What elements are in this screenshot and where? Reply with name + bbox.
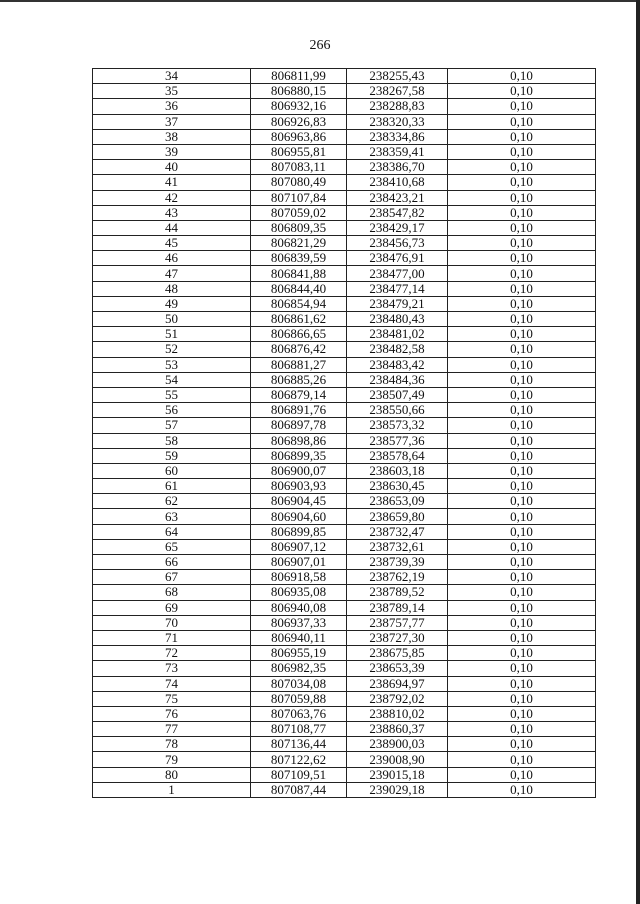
table-row [93, 175, 596, 190]
page-right-edge [636, 0, 640, 904]
value-cell: 0,10 [448, 342, 596, 357]
value-cell: 0,10 [448, 646, 596, 661]
table-row [93, 676, 596, 691]
y-coordinate-cell: 238482,58 [347, 342, 448, 357]
value-cell: 0,10 [448, 691, 596, 706]
x-coordinate-cell: 806940,11 [251, 630, 347, 645]
table-row [93, 615, 596, 630]
y-coordinate-cell: 238476,91 [347, 251, 448, 266]
point-number-cell: 62 [93, 494, 251, 509]
value-cell: 0,10 [448, 722, 596, 737]
coordinates-table [92, 68, 596, 798]
value-cell: 0,10 [448, 615, 596, 630]
table-row [93, 372, 596, 387]
value-cell: 0,10 [448, 403, 596, 418]
value-cell: 0,10 [448, 144, 596, 159]
y-coordinate-cell: 238267,58 [347, 84, 448, 99]
value-cell: 0,10 [448, 479, 596, 494]
table-row [93, 630, 596, 645]
x-coordinate-cell: 806897,78 [251, 418, 347, 433]
table-row [93, 236, 596, 251]
point-number-cell: 48 [93, 281, 251, 296]
x-coordinate-cell: 807087,44 [251, 782, 347, 797]
value-cell: 0,10 [448, 555, 596, 570]
x-coordinate-cell: 806879,14 [251, 387, 347, 402]
y-coordinate-cell: 238320,33 [347, 114, 448, 129]
x-coordinate-cell: 806880,15 [251, 84, 347, 99]
table-row [93, 448, 596, 463]
value-cell: 0,10 [448, 357, 596, 372]
value-cell: 0,10 [448, 448, 596, 463]
table-row [93, 160, 596, 175]
table-row [93, 555, 596, 570]
point-number-cell: 73 [93, 661, 251, 676]
page-top-edge [0, 0, 640, 2]
table-row [93, 494, 596, 509]
point-number-cell: 58 [93, 433, 251, 448]
x-coordinate-cell: 806821,29 [251, 236, 347, 251]
point-number-cell: 42 [93, 190, 251, 205]
x-coordinate-cell: 807059,02 [251, 205, 347, 220]
table-row [93, 266, 596, 281]
x-coordinate-cell: 806899,85 [251, 524, 347, 539]
y-coordinate-cell: 238732,61 [347, 539, 448, 554]
value-cell: 0,10 [448, 266, 596, 281]
value-cell: 0,10 [448, 69, 596, 84]
point-number-cell: 45 [93, 236, 251, 251]
y-coordinate-cell: 238429,17 [347, 220, 448, 235]
x-coordinate-cell: 806898,86 [251, 433, 347, 448]
y-coordinate-cell: 238550,66 [347, 403, 448, 418]
value-cell: 0,10 [448, 418, 596, 433]
point-number-cell: 52 [93, 342, 251, 357]
y-coordinate-cell: 238653,39 [347, 661, 448, 676]
y-coordinate-cell: 238762,19 [347, 570, 448, 585]
value-cell: 0,10 [448, 585, 596, 600]
y-coordinate-cell: 238255,43 [347, 69, 448, 84]
table-row [93, 479, 596, 494]
x-coordinate-cell: 806891,76 [251, 403, 347, 418]
value-cell: 0,10 [448, 281, 596, 296]
x-coordinate-cell: 806918,58 [251, 570, 347, 585]
y-coordinate-cell: 238410,68 [347, 175, 448, 190]
table-row [93, 251, 596, 266]
table-row [93, 767, 596, 782]
table-row [93, 691, 596, 706]
table-row [93, 418, 596, 433]
point-number-cell: 43 [93, 205, 251, 220]
value-cell: 0,10 [448, 524, 596, 539]
x-coordinate-cell: 807063,76 [251, 706, 347, 721]
x-coordinate-cell: 806811,99 [251, 69, 347, 84]
value-cell: 0,10 [448, 175, 596, 190]
x-coordinate-cell: 807059,88 [251, 691, 347, 706]
value-cell: 0,10 [448, 129, 596, 144]
point-number-cell: 39 [93, 144, 251, 159]
y-coordinate-cell: 238483,42 [347, 357, 448, 372]
value-cell: 0,10 [448, 539, 596, 554]
value-cell: 0,10 [448, 570, 596, 585]
y-coordinate-cell: 238359,41 [347, 144, 448, 159]
table-row [93, 600, 596, 615]
value-cell: 0,10 [448, 433, 596, 448]
point-number-cell: 67 [93, 570, 251, 585]
value-cell: 0,10 [448, 296, 596, 311]
x-coordinate-cell: 807080,49 [251, 175, 347, 190]
y-coordinate-cell: 238547,82 [347, 205, 448, 220]
point-number-cell: 77 [93, 722, 251, 737]
y-coordinate-cell: 238603,18 [347, 463, 448, 478]
value-cell: 0,10 [448, 676, 596, 691]
value-cell: 0,10 [448, 84, 596, 99]
x-coordinate-cell: 806839,59 [251, 251, 347, 266]
table-row [93, 99, 596, 114]
y-coordinate-cell: 238481,02 [347, 327, 448, 342]
point-number-cell: 68 [93, 585, 251, 600]
point-number-cell: 37 [93, 114, 251, 129]
table-row [93, 752, 596, 767]
y-coordinate-cell: 238477,14 [347, 281, 448, 296]
value-cell: 0,10 [448, 114, 596, 129]
point-number-cell: 71 [93, 630, 251, 645]
y-coordinate-cell: 238288,83 [347, 99, 448, 114]
table-row [93, 661, 596, 676]
y-coordinate-cell: 238480,43 [347, 312, 448, 327]
x-coordinate-cell: 806866,65 [251, 327, 347, 342]
table-row [93, 312, 596, 327]
point-number-cell: 51 [93, 327, 251, 342]
value-cell: 0,10 [448, 205, 596, 220]
y-coordinate-cell: 238789,14 [347, 600, 448, 615]
y-coordinate-cell: 238757,77 [347, 615, 448, 630]
point-number-cell: 55 [93, 387, 251, 402]
point-number-cell: 70 [93, 615, 251, 630]
point-number-cell: 46 [93, 251, 251, 266]
x-coordinate-cell: 807109,51 [251, 767, 347, 782]
table-row [93, 84, 596, 99]
x-coordinate-cell: 806854,94 [251, 296, 347, 311]
point-number-cell: 44 [93, 220, 251, 235]
y-coordinate-cell: 238732,47 [347, 524, 448, 539]
point-number-cell: 63 [93, 509, 251, 524]
x-coordinate-cell: 806955,19 [251, 646, 347, 661]
table-row [93, 220, 596, 235]
point-number-cell: 57 [93, 418, 251, 433]
table-row [93, 69, 596, 84]
table-row [93, 463, 596, 478]
x-coordinate-cell: 807083,11 [251, 160, 347, 175]
point-number-cell: 79 [93, 752, 251, 767]
table-row [93, 706, 596, 721]
x-coordinate-cell: 806963,86 [251, 129, 347, 144]
x-coordinate-cell: 806907,12 [251, 539, 347, 554]
y-coordinate-cell: 238792,02 [347, 691, 448, 706]
y-coordinate-cell: 239029,18 [347, 782, 448, 797]
y-coordinate-cell: 239015,18 [347, 767, 448, 782]
point-number-cell: 49 [93, 296, 251, 311]
y-coordinate-cell: 238507,49 [347, 387, 448, 402]
point-number-cell: 75 [93, 691, 251, 706]
y-coordinate-cell: 238694,97 [347, 676, 448, 691]
point-number-cell: 56 [93, 403, 251, 418]
y-coordinate-cell: 239008,90 [347, 752, 448, 767]
value-cell: 0,10 [448, 782, 596, 797]
table-row [93, 509, 596, 524]
table-row [93, 646, 596, 661]
table-row [93, 281, 596, 296]
table-row [93, 327, 596, 342]
value-cell: 0,10 [448, 706, 596, 721]
page-number: 266 [309, 38, 331, 53]
x-coordinate-cell: 806876,42 [251, 342, 347, 357]
y-coordinate-cell: 238653,09 [347, 494, 448, 509]
y-coordinate-cell: 238479,21 [347, 296, 448, 311]
table-body [93, 69, 596, 798]
point-number-cell: 74 [93, 676, 251, 691]
point-number-cell: 38 [93, 129, 251, 144]
y-coordinate-cell: 238860,37 [347, 722, 448, 737]
y-coordinate-cell: 238484,36 [347, 372, 448, 387]
point-number-cell: 36 [93, 99, 251, 114]
x-coordinate-cell: 807136,44 [251, 737, 347, 752]
table-row [93, 570, 596, 585]
x-coordinate-cell: 807107,84 [251, 190, 347, 205]
table-row [93, 357, 596, 372]
y-coordinate-cell: 238789,52 [347, 585, 448, 600]
y-coordinate-cell: 238477,00 [347, 266, 448, 281]
point-number-cell: 80 [93, 767, 251, 782]
x-coordinate-cell: 806841,88 [251, 266, 347, 281]
x-coordinate-cell: 806926,83 [251, 114, 347, 129]
y-coordinate-cell: 238456,73 [347, 236, 448, 251]
value-cell: 0,10 [448, 160, 596, 175]
table-row [93, 190, 596, 205]
table-row [93, 585, 596, 600]
y-coordinate-cell: 238573,32 [347, 418, 448, 433]
point-number-cell: 72 [93, 646, 251, 661]
x-coordinate-cell: 806940,08 [251, 600, 347, 615]
table-row [93, 205, 596, 220]
y-coordinate-cell: 238739,39 [347, 555, 448, 570]
x-coordinate-cell: 806881,27 [251, 357, 347, 372]
value-cell: 0,10 [448, 327, 596, 342]
x-coordinate-cell: 807034,08 [251, 676, 347, 691]
x-coordinate-cell: 806885,26 [251, 372, 347, 387]
x-coordinate-cell: 806982,35 [251, 661, 347, 676]
table-row [93, 782, 596, 797]
y-coordinate-cell: 238659,80 [347, 509, 448, 524]
point-number-cell: 47 [93, 266, 251, 281]
y-coordinate-cell: 238386,70 [347, 160, 448, 175]
point-number-cell: 41 [93, 175, 251, 190]
x-coordinate-cell: 806861,62 [251, 312, 347, 327]
x-coordinate-cell: 806937,33 [251, 615, 347, 630]
table-row [93, 129, 596, 144]
y-coordinate-cell: 238578,64 [347, 448, 448, 463]
table-row [93, 403, 596, 418]
point-number-cell: 61 [93, 479, 251, 494]
table-row [93, 296, 596, 311]
point-number-cell: 35 [93, 84, 251, 99]
y-coordinate-cell: 238900,03 [347, 737, 448, 752]
point-number-cell: 40 [93, 160, 251, 175]
x-coordinate-cell: 806899,35 [251, 448, 347, 463]
y-coordinate-cell: 238423,21 [347, 190, 448, 205]
point-number-cell: 64 [93, 524, 251, 539]
table-row [93, 433, 596, 448]
table-row [93, 539, 596, 554]
value-cell: 0,10 [448, 220, 596, 235]
value-cell: 0,10 [448, 509, 596, 524]
value-cell: 0,10 [448, 600, 596, 615]
x-coordinate-cell: 806907,01 [251, 555, 347, 570]
point-number-cell: 60 [93, 463, 251, 478]
value-cell: 0,10 [448, 494, 596, 509]
point-number-cell: 76 [93, 706, 251, 721]
point-number-cell: 54 [93, 372, 251, 387]
point-number-cell: 65 [93, 539, 251, 554]
value-cell: 0,10 [448, 630, 596, 645]
x-coordinate-cell: 806844,40 [251, 281, 347, 296]
value-cell: 0,10 [448, 236, 596, 251]
y-coordinate-cell: 238630,45 [347, 479, 448, 494]
value-cell: 0,10 [448, 372, 596, 387]
value-cell: 0,10 [448, 190, 596, 205]
x-coordinate-cell: 806932,16 [251, 99, 347, 114]
value-cell: 0,10 [448, 387, 596, 402]
value-cell: 0,10 [448, 463, 596, 478]
table-row [93, 722, 596, 737]
table-row [93, 524, 596, 539]
point-number-cell: 59 [93, 448, 251, 463]
x-coordinate-cell: 806955,81 [251, 144, 347, 159]
table-row [93, 387, 596, 402]
value-cell: 0,10 [448, 661, 596, 676]
value-cell: 0,10 [448, 752, 596, 767]
value-cell: 0,10 [448, 312, 596, 327]
point-number-cell: 1 [93, 782, 251, 797]
value-cell: 0,10 [448, 99, 596, 114]
point-number-cell: 53 [93, 357, 251, 372]
x-coordinate-cell: 806935,08 [251, 585, 347, 600]
value-cell: 0,10 [448, 251, 596, 266]
table-row [93, 144, 596, 159]
y-coordinate-cell: 238810,02 [347, 706, 448, 721]
table-row [93, 114, 596, 129]
x-coordinate-cell: 807108,77 [251, 722, 347, 737]
x-coordinate-cell: 806900,07 [251, 463, 347, 478]
x-coordinate-cell: 807122,62 [251, 752, 347, 767]
table-row [93, 342, 596, 357]
point-number-cell: 66 [93, 555, 251, 570]
y-coordinate-cell: 238577,36 [347, 433, 448, 448]
y-coordinate-cell: 238727,30 [347, 630, 448, 645]
x-coordinate-cell: 806903,93 [251, 479, 347, 494]
y-coordinate-cell: 238675,85 [347, 646, 448, 661]
value-cell: 0,10 [448, 737, 596, 752]
y-coordinate-cell: 238334,86 [347, 129, 448, 144]
point-number-cell: 69 [93, 600, 251, 615]
x-coordinate-cell: 806904,45 [251, 494, 347, 509]
point-number-cell: 50 [93, 312, 251, 327]
table-row [93, 737, 596, 752]
x-coordinate-cell: 806809,35 [251, 220, 347, 235]
x-coordinate-cell: 806904,60 [251, 509, 347, 524]
point-number-cell: 34 [93, 69, 251, 84]
value-cell: 0,10 [448, 767, 596, 782]
point-number-cell: 78 [93, 737, 251, 752]
